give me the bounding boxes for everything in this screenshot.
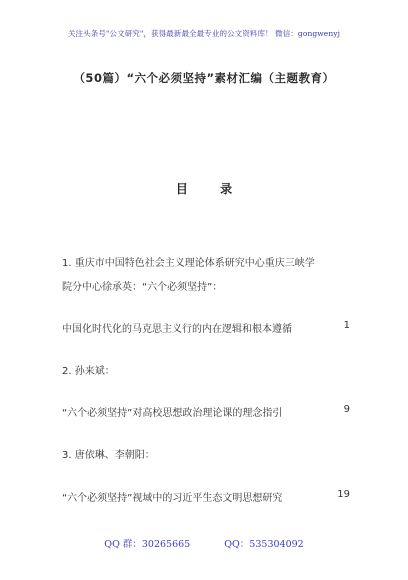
toc-author-line: 1. 重庆市中国特色社会主义理论体系研究中心重庆三峡学 [62, 258, 315, 269]
toc-author-line: 院分中心徐承英：“六个必须坚持”： [62, 282, 223, 293]
toc-article-title: “六个必须坚持”对高校思想政治理论课的理念指引 [62, 408, 283, 419]
toc-heading: 目 录 [175, 182, 247, 196]
toc-article-title: 中国化时代化的马克思主义行的内在逻辑和根本遵循 [62, 324, 292, 335]
footer-qq-group: QQ 群：30265665 [104, 539, 191, 550]
toc-author-line: 2. 孙来斌： [62, 366, 115, 377]
toc-entry[interactable] [62, 320, 350, 335]
toc-page-number: 19 [337, 489, 350, 500]
toc-article-title: “六个必须坚持”视域中的习近平生态文明思想研究 [62, 493, 283, 504]
toc-entry[interactable] [62, 404, 350, 419]
footer-contacts [0, 536, 408, 550]
toc-entry[interactable] [62, 489, 350, 504]
toc-page-number: 9 [343, 404, 350, 415]
footer-qq: QQ：535304092 [224, 539, 304, 550]
toc-author-line: 3. 唐依琳、李朝阳： [62, 450, 155, 461]
document-title: （50篇）“六个必须坚持”素材汇编（主题教育） [73, 71, 335, 85]
header-note: 关注头条号"公文研究"，获得最新最全最专业的公文资料库！ 微信：gongwenyj [67, 29, 341, 38]
toc-page-number: 1 [343, 320, 350, 331]
